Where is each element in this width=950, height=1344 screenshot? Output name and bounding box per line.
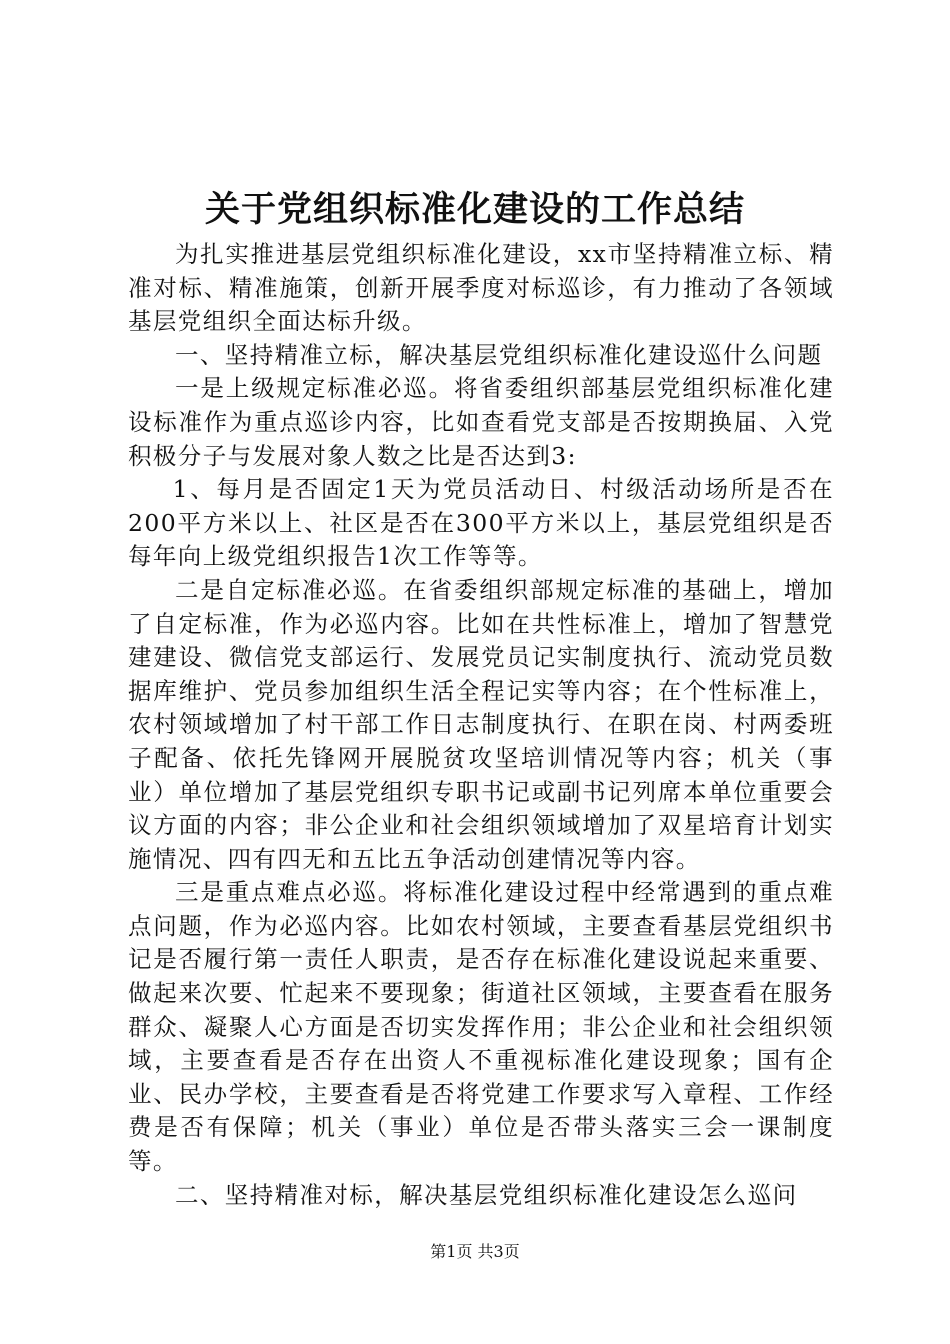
paragraph-item-3: 三是重点难点必巡。将标准化建设过程中经常遇到的重点难点问题，作为必巡内容。比如农村领域，主要查看基层党组织书记是否履行第一责任人职责，是否存在标准化建设说起来重要、做起来次要、忙起来不要现象；街道社区领域，主要查看在服务群众、凝聚人心方面是否切实发挥作用；非公企业和社会组织领域，主要查看是否存在出资人不重视标准化建设现象；国有企业、民办学校，主要查看是否将党建工作要求写入章程、工作经费是否有保障；机关（事业）单位是否带头落实三会一课制度等。 bbox=[128, 878, 834, 1176]
paragraph-section-heading-2: 二、坚持精准对标，解决基层党组织标准化建设怎么巡问 bbox=[175, 1180, 798, 1209]
paragraph-intro: 为扎实推进基层党组织标准化建设，xx市坚持精准立标、精准对标、精准施策，创新开展季度对标巡诊，有力推动了各领域基层党组织全面达标升级。 bbox=[128, 240, 834, 336]
paragraph-item-1-continued: 1、每月是否固定1天为党员活动日、村级活动场所是否在200平方米以上、社区是否在300平方米以上，基层党组织是否每年向上级党组织报告1次工作等等。 bbox=[128, 475, 834, 571]
paragraph-item-1: 一是上级规定标准必巡。将省委组织部基层党组织标准化建设标准作为重点巡诊内容，比如查看党支部是否按期换届、入党积极分子与发展对象人数之比是否达到3: bbox=[128, 374, 834, 470]
document-title: 关于党组织标准化建设的工作总结 bbox=[204, 189, 745, 230]
document-body bbox=[128, 238, 834, 1212]
paragraph-item-2: 二是自定标准必巡。在省委组织部规定标准的基础上，增加了自定标准，作为必巡内容。比如在共性标准上，增加了智慧党建建设、微信党支部运行、发展党员记实制度执行、流动党员数据库维护、党员参加组织生活全程记实等内容；在个性标准上，农村领域增加了村干部工作日志制度执行、在职在岗、村两委班子配备、依托先锋网开展脱贫攻坚培训情况等内容；机关（事业）单位增加了基层党组织专职书记或副书记列席本单位重要会议方面的内容；非公企业和社会组织领域增加了双星培育计划实施情况、四有四无和五比五争活动创建情况等内容。 bbox=[128, 575, 834, 873]
paragraph-section-heading-1: 一、坚持精准立标，解决基层党组织标准化建设巡什么问题 bbox=[175, 340, 823, 369]
page-footer: 第1页 共3页 bbox=[430, 1242, 520, 1261]
